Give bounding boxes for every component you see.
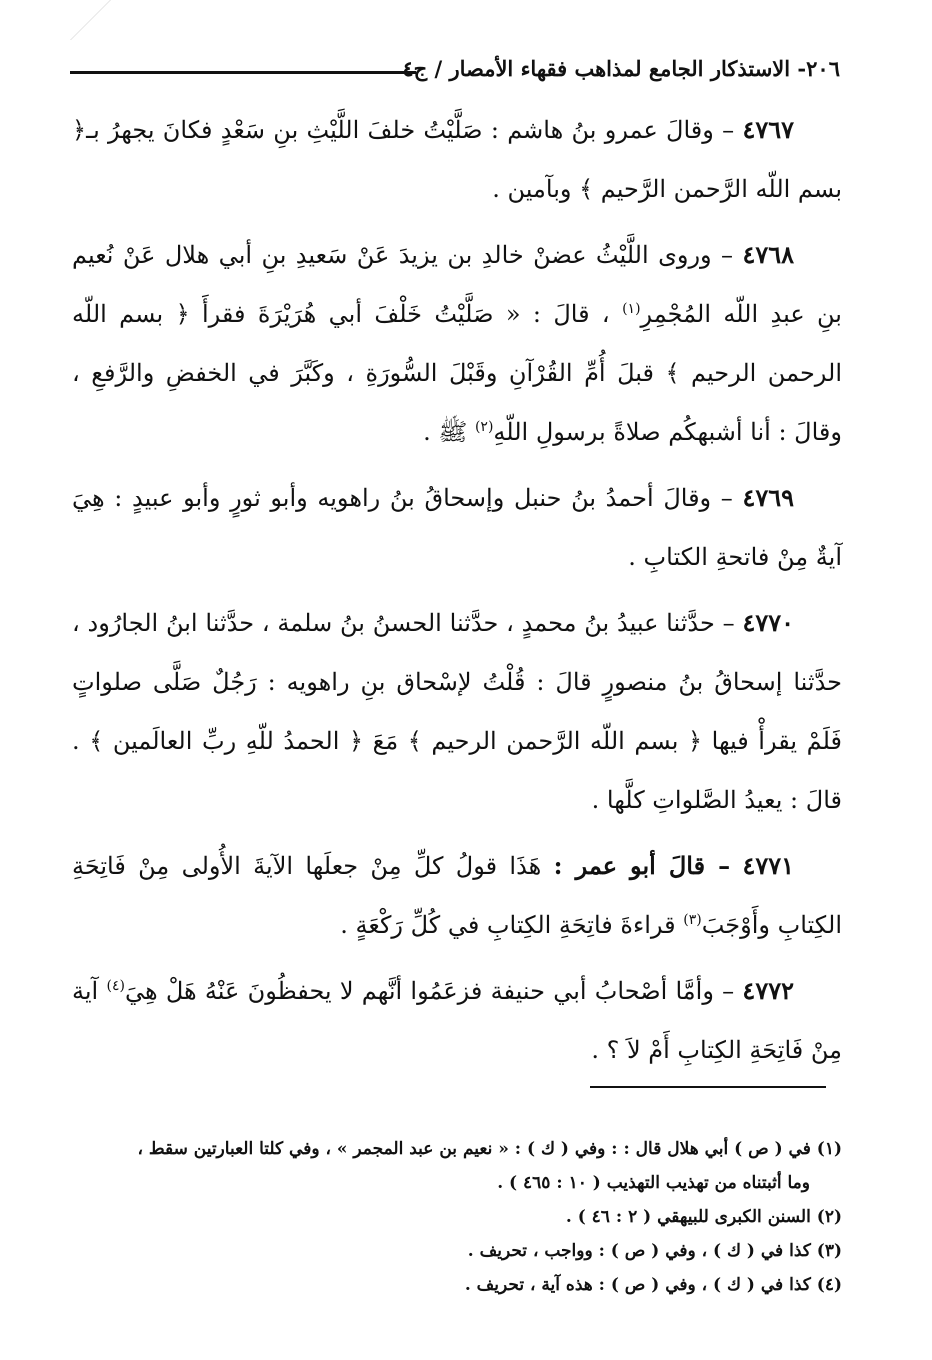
paragraph-4768: [72, 225, 842, 462]
paragraph-text: – وأمَّا أصْحابُ أبي حنيفة فزعَمُوا أنَّهم لا يحفظُونَ عَنْهُ هَلْ هِيَ: [124, 977, 735, 1005]
paragraph-number: ٤٧٧٠: [742, 608, 794, 637]
footnote-3: (٣) كذا في ( ك ) ، وفي ( ص ) : وواجب ، تحريف .: [467, 1241, 842, 1261]
paragraph-4770: [72, 593, 842, 830]
footnotes: [82, 1132, 842, 1302]
paragraph-text: – وروى اللَّيْثُ عضنْ خالدِ بن يزيدَ عَنْ سَعيدِ بنِ أبي هلال عَنْ نُعيم بنِ عبدِ اللّه المُجْمِرِ: [72, 241, 842, 328]
paragraph-text-end: ﷺ .: [423, 418, 468, 446]
paragraph-number: ٤٧٦٧: [742, 115, 794, 144]
footnote-1: (١) في ( ص ) أبي هلال قال : : وفي ( ك ) : « نعيم بن عبد المجمر » ، وفي كلتا العبارتين سقط ،: [137, 1139, 842, 1159]
paragraph-text: – حدَّثنا عبيدُ بنُ محمدٍ ، حدَّثنا الحسنُ بنُ سلمة ، حدَّثنا ابنُ الجارُود ، حدَّثنا إسحاقُ بنُ منصورٍ قالَ : قُلْتُ لإسْحاق بنِ راهويه : رَجُلٌ صَلَّى صلواتٍ فَلَمْ يقرأْ فيها ﴿ بسم اللّه الرَّحمن الرحيم ﴾ مَعَ ﴿ الحمدُ للّهِ ربِّ العالَمين ﴾ . قالَ : يعيدُ الصَّلواتِ كلَّها .: [72, 609, 843, 814]
scan-corner-mark: [10, 0, 111, 40]
footnote-ref-1[interactable]: (١): [622, 301, 641, 317]
paragraph-4769: [72, 468, 842, 587]
footnote-2: (٢) السنن الكبرى للبيهقي ( ٢ : ٤٦ ) .: [565, 1207, 842, 1227]
footnote-ref-4[interactable]: (٤): [106, 978, 125, 994]
paragraph-number: ٤٧٧٢: [742, 976, 794, 1005]
footnote-ref-2[interactable]: (٢): [474, 419, 494, 435]
paragraph-4771: [72, 836, 842, 955]
paragraph-number: ٤٧٦٩: [742, 483, 794, 512]
paragraph-text: هَذَا قولُ كلِّ مِنْ جعلَها الآيةَ الأُولى مِنْ فَاتِحَةِ الكِتابِ وأَوْجَبَ: [72, 852, 842, 939]
paragraph-4772: [72, 961, 842, 1080]
footnote-ref-3[interactable]: (٣): [683, 912, 702, 928]
paragraph-number: ٤٧٧١: [742, 851, 794, 880]
paragraph-lead: – قالَ أبو عمر :: [553, 851, 731, 880]
paragraph-text: – وقالَ أحمدُ بنُ حنبل وإسحاقُ بنُ راهويه وأبو ثورٍ وأبو عبيدٍ : هِيَ آيةٌ مِنْ فاتحةِ الكتابِ .: [72, 484, 842, 571]
paragraph-4767: [72, 100, 842, 219]
paragraph-text-cont: ، قالَ : « صَلَّيْتُ خَلْفَ أبي هُرَيْرَةَ فقرأَ ﴿ بسم اللّه الرحمن الرحيم ﴾ قبلَ أُمِّ القُرْآنِ وقَبْلَ السُّورَةِ ، وكَبَّرَ في الخفضِ والرَّفعِ ، وقالَ : أنا أشبهكُم صلاةً برسولِ اللّهِ: [72, 300, 843, 446]
running-header: ٢٠٦- الاستذكار الجامع لمذاهب فقهاء الأمصار / ج٤: [402, 56, 840, 81]
footnote-4: (٤) كذا في ( ك ) ، وفي ( ص ) : هذه آية ، تحريف .: [464, 1275, 842, 1295]
paragraph-text-cont: آية مِنْ فَاتِحَةِ الكِتابِ أَمْ لاَ ؟ .: [72, 977, 842, 1064]
paragraph-number: ٤٧٦٨: [742, 240, 794, 269]
footnote-rule: [590, 1086, 826, 1088]
footnote-1-continuation: وما أثبتناه من تهذيب التهذيب ( ١٠ : ٤٦٥ ) .: [497, 1173, 810, 1193]
paragraph-text-cont: قراءةَ فاتِحَةِ الكِتابِ في كُلِّ رَكْعَةٍ .: [340, 911, 676, 939]
main-text: [72, 100, 842, 1086]
paragraph-text: – وقالَ عمرو بنُ هاشم : صَلَّيْتُ خلفَ اللَّيْثِ بنِ سَعْدٍ فكانَ يجهرُ بـ﴿ بسم اللّه الرَّحمن الرَّحيم ﴾ وبآمين .: [72, 116, 842, 203]
header-rule: [70, 71, 416, 74]
